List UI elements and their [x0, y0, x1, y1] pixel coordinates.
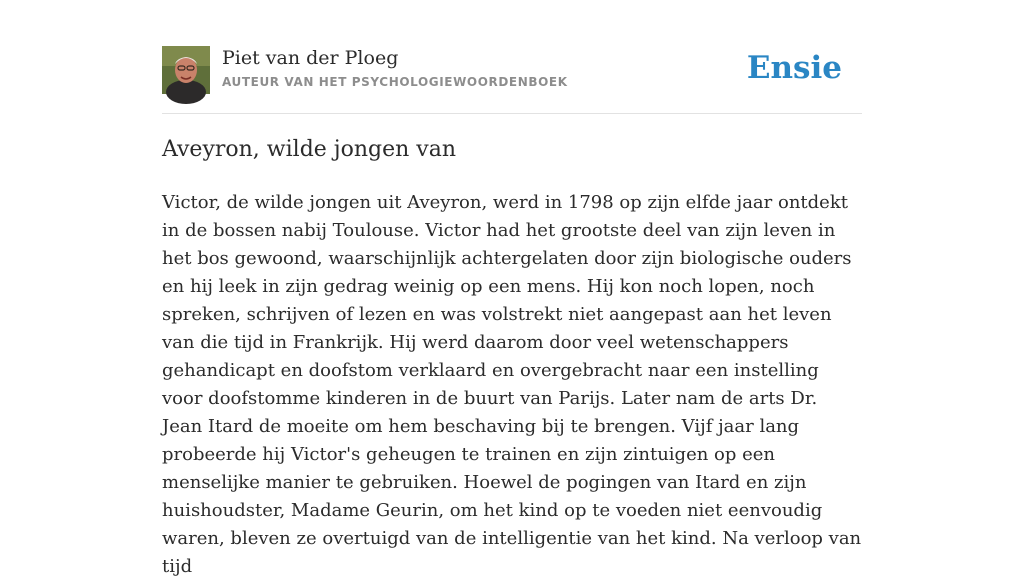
- header-divider: [162, 113, 862, 114]
- author-role: AUTEUR VAN HET PSYCHOLOGIEWOORDENBOEK: [222, 75, 568, 89]
- article-title: Aveyron, wilde jongen van: [162, 137, 457, 162]
- ensie-logo-link[interactable]: Ensie: [746, 50, 842, 86]
- author-header: [162, 46, 862, 96]
- author-name[interactable]: Piet van der Ploeg: [222, 47, 399, 69]
- author-portrait-icon: [162, 46, 210, 94]
- avatar[interactable]: [162, 46, 210, 94]
- article-body: Victor, de wilde jongen uit Aveyron, werd in 1798 op zijn elfde jaar ontdekt in de bossen nabij Toulouse. Victor had het grootste deel van zijn leven in het bos gewoond, waarschijnlijk achtergelaten door zijn biologische ouders en hij leek in zijn gedrag weinig op een mens. Hij kon noch lopen, noch spreken, schrijven of lezen en was volstrekt niet aangepast aan het leven van die tijd in Frankrijk. Hij werd daarom door veel wetenschappers gehandicapt en doofstom verklaard en overgebracht naar een instelling voor doofstomme kinderen in de buurt van Parijs. Later nam de arts Dr. Jean Itard de moeite om hem beschaving bij te brengen. Vijf jaar lang probeerde hij Victor's geheugen te trainen en zijn zintuigen op een menselijke manier te gebruiken. Hoewel de pogingen van Itard en zijn huishoudster, Madame Geurin, om het kind op te voeden niet eenvoudig waren, bleven ze overtuigd van de intelligentie van het kind. Na verloop van tijd: [162, 192, 862, 577]
